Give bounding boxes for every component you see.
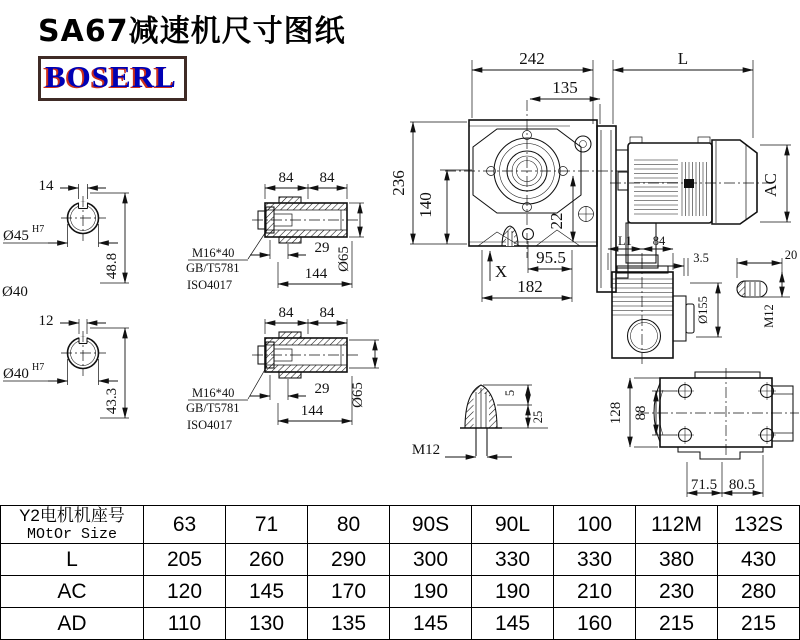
dim-144: 144	[304, 266, 328, 282]
cell-AD-63: 110	[144, 608, 226, 640]
cell-AC-63: 120	[144, 576, 226, 608]
col-100: 100	[554, 506, 636, 544]
bolt-spec-line3: ISO4017	[187, 278, 233, 292]
dim-M12: M12	[762, 304, 776, 328]
dim-84b: 84	[319, 305, 335, 321]
dim-22: 22	[547, 212, 566, 230]
motor-size-header-en: MOtOr Size	[26, 525, 117, 543]
dim-dia40-tol: H7	[32, 362, 45, 373]
hollow-shaft-lower	[186, 305, 379, 432]
cell-AC-90S: 190	[390, 576, 472, 608]
cell-L-112M: 380	[636, 544, 718, 576]
dim-84a: 84	[278, 305, 294, 321]
dim-dia40: Ø40	[3, 366, 29, 382]
dim-88: 88	[633, 405, 649, 421]
cell-L-90L: 330	[472, 544, 554, 576]
dim-144: 144	[300, 403, 324, 419]
shaft-section-upper	[2, 178, 129, 300]
side-view	[608, 234, 797, 366]
cell-L-132S: 430	[718, 544, 800, 576]
cell-L-63: 205	[144, 544, 226, 576]
cell-AD-112M: 215	[636, 608, 718, 640]
dim-14: 14	[38, 178, 54, 194]
dim-dia45: Ø45	[3, 228, 29, 244]
motor-size-header-cn: Y2电机机座号	[19, 506, 125, 526]
page-title: SA67减速机尺寸图纸	[38, 14, 346, 49]
bottom-view	[608, 368, 799, 497]
dim-25: 25	[531, 410, 545, 424]
hollow-shaft-upper	[186, 170, 364, 292]
motor-fins	[634, 160, 707, 216]
dim-5: 5	[503, 389, 517, 397]
dim-84a: 84	[278, 170, 294, 186]
dim-128: 128	[608, 401, 624, 425]
dim-3-5: 3.5	[693, 251, 709, 265]
cell-L-80: 290	[308, 544, 390, 576]
cell-L-71: 260	[226, 544, 308, 576]
table-row-AD	[1, 608, 800, 640]
dim-71-5: 71.5	[690, 477, 718, 493]
dim-12: 12	[38, 313, 54, 329]
cell-L-90S: 300	[390, 544, 472, 576]
cell-AC-100: 210	[554, 576, 636, 608]
col-80: 80	[308, 506, 390, 544]
cell-AC-112M: 230	[636, 576, 718, 608]
cell-L-100: 330	[554, 544, 636, 576]
dim-80-5: 80.5	[728, 477, 756, 493]
shaft-section-lower	[3, 313, 129, 418]
col-90L: 90L	[472, 506, 554, 544]
cell-AD-71: 130	[226, 608, 308, 640]
col-71: 71	[226, 506, 308, 544]
dim-29: 29	[314, 381, 330, 397]
row-label-L: L	[1, 544, 144, 576]
dim-48-8: 48.8	[104, 252, 120, 280]
bolt-spec-line1: M16*40	[192, 386, 235, 400]
table-header-row	[1, 506, 800, 544]
dim-M12: M12	[411, 442, 441, 458]
dim-140: 140	[416, 192, 435, 218]
bolt-spec-line2: GB/T5781	[186, 261, 240, 275]
dim-dia65: Ø65	[350, 382, 366, 408]
col-132S: 132S	[718, 506, 800, 544]
dim-20: 20	[784, 248, 798, 262]
dim-43-3: 43.3	[104, 387, 120, 415]
dim-dia45-tol: H7	[32, 224, 45, 235]
dim-dia65: Ø65	[336, 246, 352, 272]
bolt-spec-line1: M16*40	[192, 246, 235, 260]
cell-AD-132S: 215	[718, 608, 800, 640]
dim-135: 135	[552, 78, 578, 97]
label-dia40: Ø40	[2, 284, 28, 300]
row-label-AC: AC	[1, 576, 144, 608]
cell-AD-90S: 145	[390, 608, 472, 640]
motor-size-table	[0, 505, 800, 637]
cell-AC-90L: 190	[472, 576, 554, 608]
plug-detail	[412, 385, 548, 458]
dim-L1: L1	[618, 234, 632, 248]
row-label-AD: AD	[1, 608, 144, 640]
cell-AC-71: 145	[226, 576, 308, 608]
col-90S: 90S	[390, 506, 472, 544]
col-112M: 112M	[636, 506, 718, 544]
main-view	[389, 49, 791, 302]
dim-AC: AC	[761, 173, 780, 197]
dim-242: 242	[519, 49, 545, 68]
dim-84: 84	[652, 234, 666, 248]
label-X: X	[494, 262, 508, 281]
dim-236: 236	[389, 170, 408, 196]
cell-AD-100: 160	[554, 608, 636, 640]
cell-AC-132S: 280	[718, 576, 800, 608]
bolt-spec-line2: GB/T5781	[186, 401, 240, 415]
dim-182: 182	[517, 277, 543, 296]
dim-dia155: Ø155	[696, 296, 710, 324]
dim-29: 29	[314, 240, 330, 256]
table-row-L	[1, 544, 800, 576]
dim-L: L	[677, 49, 689, 68]
dim-84b: 84	[319, 170, 335, 186]
col-63: 63	[144, 506, 226, 544]
cell-AC-80: 170	[308, 576, 390, 608]
cell-AD-90L: 145	[472, 608, 554, 640]
cell-AD-80: 135	[308, 608, 390, 640]
dim-95-5: 95.5	[536, 248, 566, 267]
boserl-logo-text: BOSERL	[45, 59, 177, 94]
table-header-cell	[1, 506, 144, 544]
table-row-AC	[1, 576, 800, 608]
bolt-spec-line3: ISO4017	[187, 418, 233, 432]
